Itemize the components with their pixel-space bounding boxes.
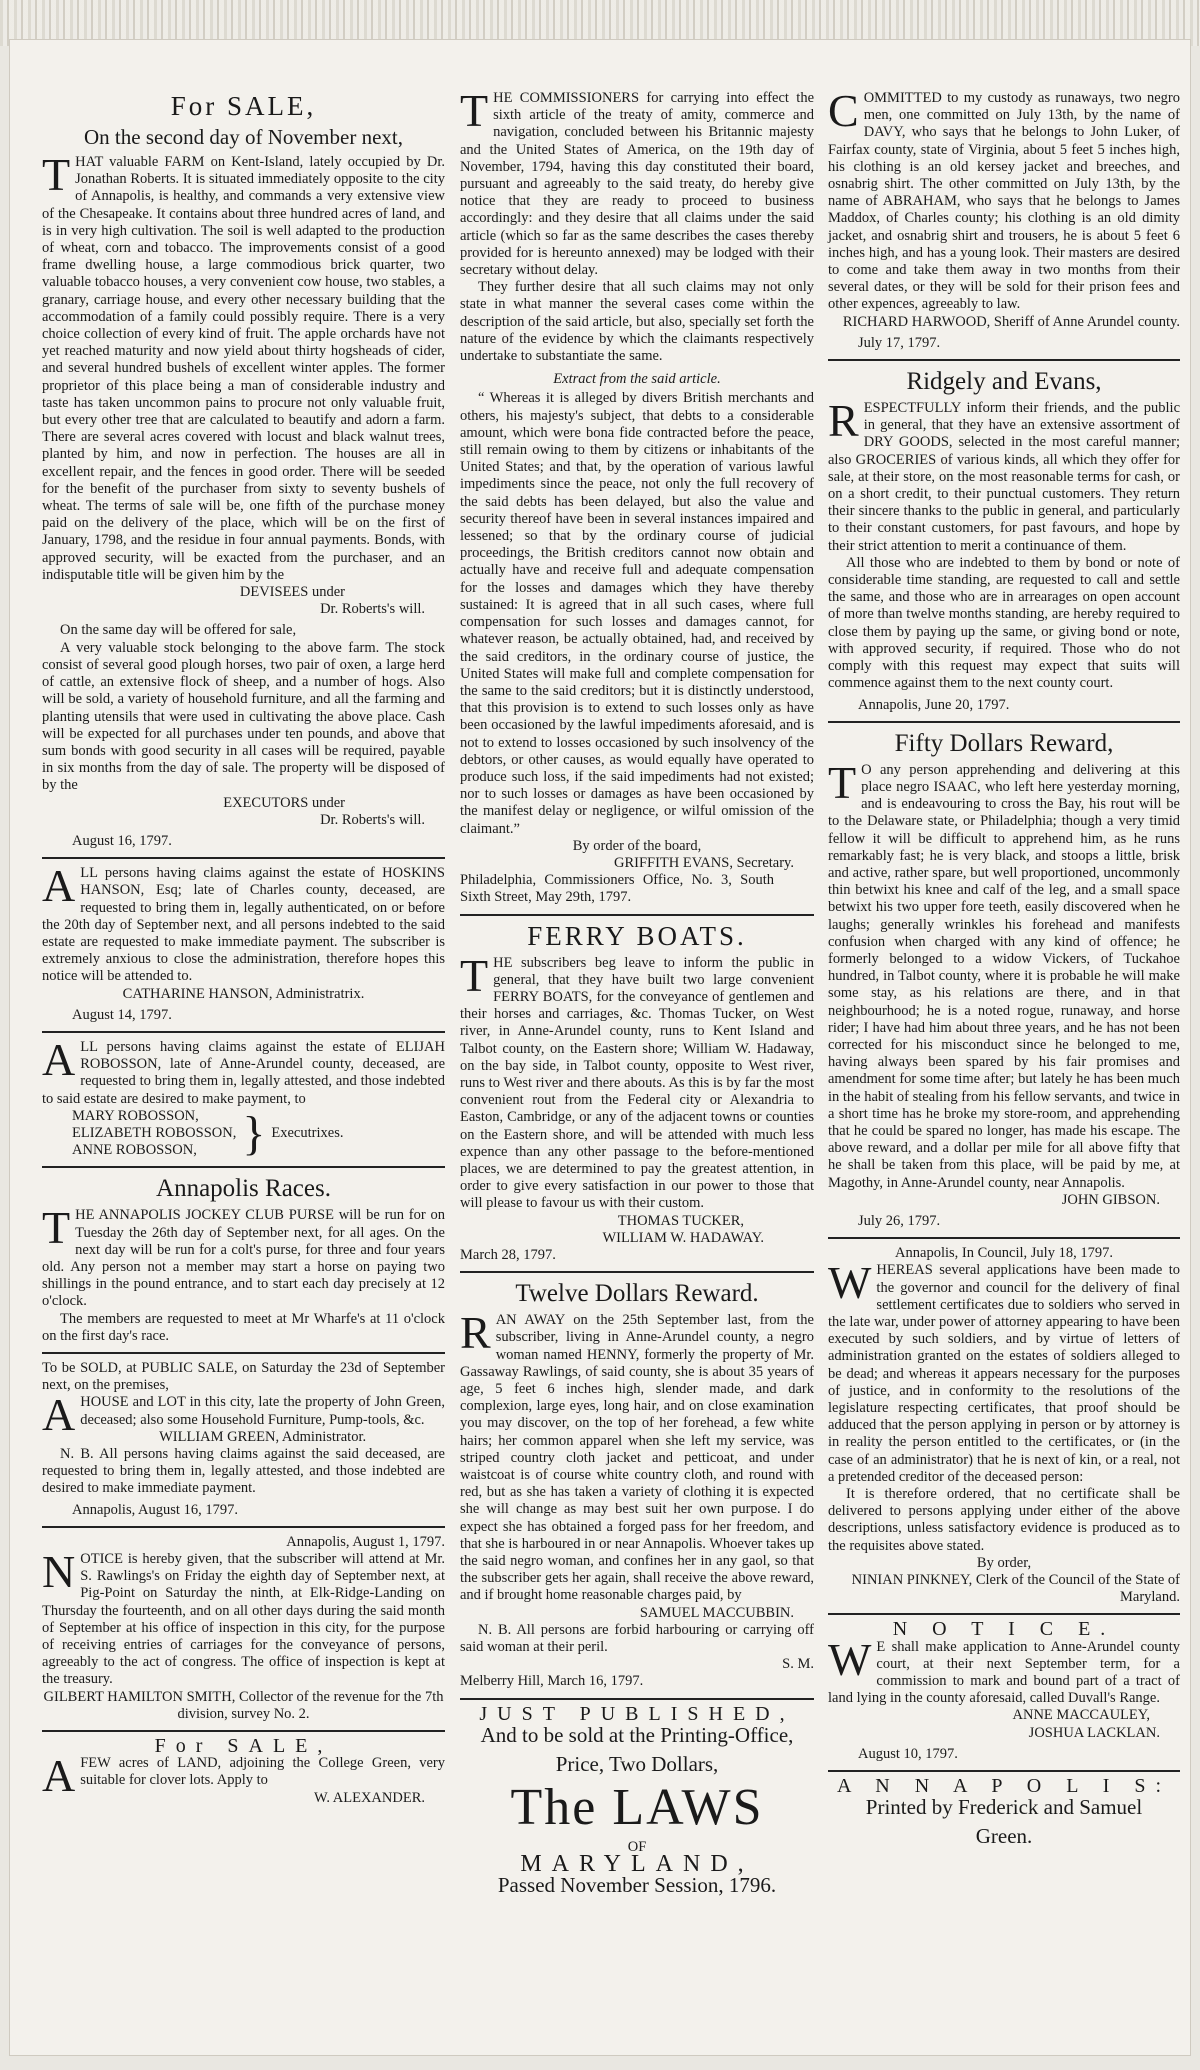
column-right bbox=[828, 85, 1180, 1853]
column-divider bbox=[42, 1166, 445, 1168]
farm-advert-text: THAT valuable FARM on Kent-Island, lately occupied by Dr. Jonathan Roberts. It is situated immediately opposite to the city of Annapolis, is healthy, and commands a very extensive view of the Chesapeake. It contains about three hundred acres of land, and is in very high cultivation. The soil is well adapted to the production of wheat, corn and tobacco. The improvements consist of a good frame dwelling house, a large commodious brick quarter, two valuable tobacco houses, a very convenient cow house, two stables, a granary, carriage house, and every other necessary building that the accommodation of a family could possibly require. There is a very choice collection of every kind of fruit. The apple orchards have not yet reached maturity and now yield about thirty hogsheads of cider, and several hundred bushels of excellent winter apples. The former proprietor of this place being a man of considerable industry and taste has taken uncommon pains to procure not only valuable fruit, but every other tree that are calculated to beautify and adorn a farm. There are several acres covered with locust and black walnut trees, planted by him, and now in perfection. The houses are all in excellent repair, and the fences in good order. There will be seeded for the benefit of the purchaser from sixty to seventy bushels of wheat. The terms of sale will be, one fifth of the purchase money paid on the delivery of the place, which will be on the first of January, 1798, and the residue in four annual payments. Bonds, with approved security, will be exacted from the purchaser, and an indisputable title will be given him by the bbox=[42, 149, 445, 583]
robosson-executrixes bbox=[72, 1108, 445, 1160]
for-sale-heading: For SALE, bbox=[170, 91, 317, 121]
extract-heading: Extract from the said article. bbox=[553, 371, 721, 388]
laws-title: The LAWS bbox=[510, 1778, 764, 1836]
column-divider bbox=[42, 1526, 445, 1528]
twelve-dollars-heading: Twelve Dollars Reward. bbox=[515, 1280, 759, 1308]
farm-signature-line2: Dr. Roberts's will. bbox=[320, 601, 425, 618]
notice-date: August 10, 1797. bbox=[858, 1745, 958, 1762]
column-divider bbox=[828, 1613, 1180, 1615]
committed-date: July 17, 1797. bbox=[858, 334, 941, 351]
races-text: THE ANNAPOLIS JOCKEY CLUB PURSE will be run for on Tuesday the 26th day of September next, for all ages. On the next day will be run for a colt's purse, for three and four years old. Any person not a member may start a horse on paying two shillings in the pound entrance, and to start each day precisely at 12 o'clock. bbox=[42, 1202, 445, 1310]
races-heading: Annapolis Races. bbox=[156, 1175, 331, 1203]
brace-glyph: } bbox=[242, 1106, 266, 1160]
twelve-dollars-signature: SAMUEL MACCUBBIN. bbox=[639, 1604, 794, 1621]
council-order-line: By order, bbox=[976, 1554, 1032, 1571]
imprint-printer: Printed by Frederick and Samuel bbox=[865, 1795, 1143, 1820]
green-sale-text: AHOUSE and LOT in this city, late the property of John Green, deceased; also some Household Furniture, Pump-tools, &c. bbox=[42, 1389, 445, 1441]
extract-text: “ Whereas it is alleged by divers British merchants and others, his majesty's subject, that debts to a considerable amount, which were bona fide contracted before the peace, still remain owing to them by citizens or inhabitants of the United States; and that, by the operation of various lawful impediments since the peace, not only the full recovery of the said debts has been delayed, but also the value and security thereof have been in several instances impaired and lessened; so that by the ordinary course of judicial proceedings, the British creditors cannot now obtain and actually have and receive full and adequate compensation for the losses and damages which they have thereby sustained: It is agreed that in all such cases, where full compensation for such losses and damages cannot, for whatever reason, be actually obtained, had, and received by the said creditors, in the ordinary course of justice, the United States will make full and complete compensation for the same to the said creditors; but it is distinctly understood, that this provision is to extend to such losses only as have been occasioned by the lawful impediments aforesaid, and is not to extend to losses occasioned by such insolvency of the debtors, or other causes, as would equally have operated to produce such loss, if the said impediments had not existed; nor to such losses or damages as have been occasioned by the manifest delay or negligence, or wilful omission of the claimant.” bbox=[460, 390, 814, 837]
green-sale-intro: To be SOLD, at PUBLIC SALE, on Saturday the 23d of September next, on the premises, bbox=[42, 1360, 445, 1394]
column-divider bbox=[42, 1031, 445, 1033]
column-divider bbox=[42, 1730, 445, 1732]
twelve-dollars-date: Melberry Hill, March 16, 1797. bbox=[460, 1673, 644, 1690]
commissioners-text-2: They further desire that all such claims may not only state in what manner the several cases come within the description of the said article, but also, specially set forth the nature of the evidence by which the claimants respectively undertake to substantiate the same. bbox=[460, 279, 814, 365]
green-signature: WILLIAM GREEN, Administrator. bbox=[159, 1428, 367, 1445]
column-divider bbox=[828, 721, 1180, 723]
executrix-name: MARY ROBOSSON, bbox=[72, 1107, 199, 1124]
commissioners-text: THE COMMISSIONERS for carrying into effect the sixth article of the treaty of amity, commerce and navigation, concluded between his Britannic majesty and the United States of America, on the 19th day of November, 1794, having this day constituted their board, pursuant and agreeably to the said treaty, do hereby give notice that they are ready to proceed to business accordingly: and they desire that all claims under the said article (which so far as the same describes the cases thereby provided for is hereunto annexed) may be lodged with their secretary without delay. bbox=[460, 85, 814, 279]
imprint-printer-2: Green. bbox=[975, 1824, 1033, 1849]
bottom-for-sale-heading: For SALE, bbox=[154, 1735, 333, 1758]
ferry-date: March 28, 1797. bbox=[460, 1247, 556, 1263]
column-left bbox=[42, 90, 445, 1807]
session-line: Passed November Session, 1796. bbox=[497, 1873, 777, 1898]
twelve-dollars-text: RAN AWAY on the 25th September last, from the subscriber, living in Anne-Arundel county, a negro woman named HENNY, formerly the property of Mr. Gassaway Rawlings, of said county, she is about 35 years of age, 5 feet 6 inches high, slender made, and dark complexion, large eyes, long hair, and on close examination you may discover, on the top of her forehead, a few white hairs; her common apparel when she left my service, was striped country cloth jacket and petticoat, and under waistcoat is of course white country cloth, and round with red, but as she has taken a variety of clothing it is expected she will change as may best suit her own purpose. I do expect she has obtained a forged pass for her freedom, and that she is harboured in or near Annapolis. Whoever takes up the said negro woman, and confines her in any gaol, so that the subscriber gets her again, shall receive the above reward, and if brought home reasonable charges paid, by bbox=[460, 1307, 814, 1604]
fifty-dollars-heading: Fifty Dollars Reward, bbox=[894, 729, 1114, 757]
stock-intro: On the same day will be offered for sale, bbox=[60, 622, 297, 639]
hanson-date: August 14, 1797. bbox=[72, 1006, 172, 1023]
imprint-city: A N N A P O L I S: bbox=[836, 1775, 1172, 1798]
fifty-dollars-signature: JOHN GIBSON. bbox=[1061, 1191, 1160, 1208]
column-divider bbox=[42, 1352, 445, 1354]
column-divider bbox=[828, 1770, 1180, 1772]
just-published-heading: JUST PUBLISHED, bbox=[479, 1702, 795, 1725]
robosson-notice-text: ALL persons having claims against the estate of ELIJAH ROBOSSON, late of Anne-Arundel county, deceased, are requested to bring them in, legally attested, and those indebted to said estate are desired to make payment, to bbox=[42, 1033, 445, 1107]
farm-signature-line1: DEVISEES under bbox=[239, 584, 345, 601]
column-divider bbox=[460, 914, 814, 916]
inspection-signature: GILBERT HAMILTON SMITH, Collector of the revenue for the 7th division, survey No. 2. bbox=[43, 1688, 444, 1722]
ridgely-text: RESPECTFULLY inform their friends, and the public in general, that they have an extensive assortment of DRY GOODS, selected in the most careful manner; also GROCERIES of various kinds, all which they offer for sale, at their store, on the most reasonable terms for cash, or on a short credit, to their punctual customers. They return their sincere thanks to the public in general, and particularly to their constant customers, for past favours, and hope by their strict attention to merit a continuance of them. bbox=[828, 395, 1180, 554]
hanson-notice-text: ALL persons having claims against the estate of HOSKINS HANSON, Esq; late of Charles county, deceased, are requested to bring them in, legally authenticated, on or before the 20th day of September next, and all persons indebted to the said estate are requested to make immediate payment. The subscriber is extremely anxious to close the administration, therefore hopes this notice will be attended to. bbox=[42, 860, 445, 985]
price-line: Price, Two Dollars, bbox=[555, 1751, 719, 1776]
board-order-line: By order of the board, bbox=[572, 837, 702, 854]
ferry-text: THE subscribers beg leave to inform the public in general, that they have built two large convenient FERRY BOATS, for the conveyance of gentlemen and their horses and carriages, &c. Thomas Tucker, on West river, in Anne-Arundel county, runs to Kent Island and Talbot county, on the Eastern shore; William W. Hadaway, on the bay side, in Talbot county, opposite to West river, runs to West river and there abouts. As this is by far the most convenient rout from the Federal city or Alexandria to Easton, Cambridge, or any of the adjacent towns or counties on the Eastern shore, and will be attended with much less expence than any other passage to the before-mentioned places, we are determined to pay the greatest attention, in order to give every satisfaction in our power to those that will please to favour us with their custom. bbox=[460, 949, 814, 1212]
column-divider bbox=[460, 1698, 814, 1700]
notice-text: WE shall make application to Anne-Arundel county court, at their next September term, for a commission to mark and bound part of a tract of land lying in the county aforesaid, called Duvall's Range. bbox=[828, 1633, 1180, 1707]
column-divider bbox=[828, 1237, 1180, 1239]
column-divider bbox=[42, 857, 445, 859]
hanson-signature: CATHARINE HANSON, Administratrix. bbox=[122, 985, 365, 1002]
green-date: Annapolis, August 16, 1797. bbox=[72, 1501, 238, 1518]
ridgely-date: Annapolis, June 20, 1797. bbox=[858, 696, 1010, 713]
races-text-2: The members are requested to meet at Mr Wharfe's at 11 o'clock on the first day's race. bbox=[42, 1310, 445, 1344]
executrixes-label: Executrixes. bbox=[271, 1124, 344, 1141]
notice-signature-2: JOSHUA LACKLAN. bbox=[1028, 1724, 1160, 1741]
stock-signature-line1: EXECUTORS under bbox=[223, 794, 345, 811]
twelve-dollars-initials: S. M. bbox=[782, 1656, 814, 1673]
for-sale-subheading: On the second day of November next, bbox=[84, 125, 403, 149]
fifty-dollars-text: TO any person apprehending and delivering at this place negro ISAAC, who left here yesterday morning, and is endeavouring to cross the Bay, his rout will be to the Delaware state, or Philadelphia; though a very timid fellow it will be difficult to apprehend him, as he runs remarkably fast; he is very black, and stoops a little, brisk and active, rather spare, but well proportioned, uncommonly thin betwixt his knee and calf of the leg, and a small space betwixt his two upper fore teeth, easily discovered when he laughs; generally wrinkles his forehead and manifests confusion when charged with any kind of offence; he formerly belonged to a widow Vickers, of Tuckahoe hundred, in Talbot county, where it is probable he will make some stay, as his relations are there, and in that neighbourhood; he is a noted rogue, runaway, and horse rider; I have had him about three years, and he has not been corrected for his misconduct since he belonged to me, having always been spared by his fair promises and amendment for some time after; but lately he has been much in the habit of stealing from his fellow servants, and twice in a short time has he broke my store-room, and apprehending that he could be spared no longer, has made his escape. The above reward, and a dollar per mile for all above fifty that he shall be taken from this place, will be paid by me, at Magothy, in Anne-Arundel county, near Annapolis. bbox=[828, 756, 1180, 1191]
column-divider bbox=[460, 1271, 814, 1273]
stock-advert-text: A very valuable stock belonging to the above farm. The stock consist of several good plough horses, two pair of oxen, a large herd of cattle, an extensive flock of sheep, and a number of hogs. Also will be sold, a variety of household furniture, and all the farming and planting utensils that were used in cultivating the above place. Cash will be expected for all purchases under ten pounds, and above that sum bonds with good security in all cases will be required, payable in six months from the day of sale. The property will be disposed of by the bbox=[42, 639, 445, 794]
inspection-date: Annapolis, August 1, 1797. bbox=[286, 1533, 445, 1550]
board-signature: GRIFFITH EVANS, Secretary. bbox=[613, 854, 794, 871]
bottom-sale-signature: W. ALEXANDER. bbox=[313, 1789, 425, 1806]
column-divider bbox=[828, 359, 1180, 361]
laws-of-line: OF bbox=[627, 1838, 647, 1855]
maryland-line: MARYLAND, bbox=[520, 1851, 754, 1878]
executrix-name: ANNE ROBOSSON, bbox=[72, 1142, 197, 1159]
notice-signature-1: ANNE MACCAULEY, bbox=[1012, 1707, 1150, 1724]
board-place-date: Philadelphia, Commissioners Office, No. 3, South Sixth Street, May 29th, 1797. bbox=[460, 872, 774, 906]
ridgely-text-2: All those who are indebted to them by bond or note of considerable time standing, are requested to call and settle the same, and those who are in arrearages on open account of more than twelve months standing, are hereby required to close them by paying up the same, or giving bond or note, with approved security, if required. Those who do not comply with this request may expect that suits will commence against them to the next county court. bbox=[828, 554, 1180, 692]
council-signature: NINIAN PINKNEY, Clerk of the Council of the State of Maryland. bbox=[851, 1572, 1180, 1606]
executrix-name: ELIZABETH ROBOSSON, bbox=[72, 1124, 237, 1141]
council-text-2: It is therefore ordered, that no certificate shall be delivered to persons applying under either of the above descriptions, unless satisfactory evidence is produced as to the requisites above stated. bbox=[828, 1486, 1180, 1554]
committed-signature: RICHARD HARWOOD, Sheriff of Anne Arundel county. bbox=[842, 313, 1180, 330]
committed-notice-text: COMMITTED to my custody as runaways, two negro men, one committed on July 13th, by the name of DAVY, who says that he belongs to John Luker, of Fairfax county, state of Virginia, about 5 feet 5 inches high, his clothing is an old kersey jacket and breeches, and osnabrig shirt. The other committed on July 13th, by the name of ABRAHAM, who says that he belongs to James Maddox, of Charles county; his clothing is an old dimity jacket, and osnabrig shirt and trousers, he is about 5 feet 6 inches high, and has a young look. Their masters are desired to come and take them away in two months from their several dates, or they will be sold for their prison fees and other expences, agreeably to law. bbox=[828, 85, 1180, 313]
stock-signature-line2: Dr. Roberts's will. bbox=[320, 811, 425, 828]
twelve-dollars-nb: N. B. All persons are forbid harbouring or carrying off said woman at their peril. bbox=[460, 1621, 814, 1656]
green-nb-text: N. B. All persons having claims against the said deceased, are requested to bring them in, legally attested, and those indebted are desired to make immediate payment. bbox=[42, 1446, 445, 1497]
column-middle bbox=[460, 85, 814, 1902]
ferry-signature-1: THOMAS TUCKER, bbox=[617, 1212, 744, 1229]
bottom-sale-text: AFEW acres of LAND, adjoining the College Green, very suitable for clover lots. Apply to bbox=[42, 1750, 445, 1802]
printing-office-line: And to be sold at the Printing-Office, bbox=[480, 1722, 794, 1747]
fifty-dollars-date: July 26, 1797. bbox=[858, 1212, 941, 1229]
notice-heading: N O T I C E. bbox=[892, 1618, 1116, 1641]
council-date: Annapolis, In Council, July 18, 1797. bbox=[895, 1245, 1113, 1262]
ridgely-heading: Ridgely and Evans, bbox=[906, 368, 1102, 396]
inspection-notice-text: NOTICE is hereby given, that the subscriber will attend at Mr. S. Rawlings's on Friday the eighth day of September next, at Pig-Point on Saturday the ninth, at Elk-Ridge-Landing on Thursday the fourteenth, and on all other days during the said month of September at his office of inspection in this city, for the purpose of receiving entries of carriages for the conveyance of persons, agreeably to the act of congress. The office of inspection is kept at the treasury. bbox=[42, 1546, 445, 1688]
stock-date: August 16, 1797. bbox=[72, 832, 172, 849]
ferry-heading: FERRY BOATS. bbox=[527, 920, 747, 951]
ferry-signature-2: WILLIAM W. HADAWAY. bbox=[602, 1229, 764, 1246]
council-text: WHEREAS several applications have been made to the governor and council for the delivery of final settlement certificates due to soldiers who served in the late war, under power of attorney appearing to have been executed by such soldiers, and by virtue of letters of administration granted on the estates of soldiers alleged to be dead; and whereas it appears necessary for the purposes of justice, and in conformity to the resolutions of the legislature respecting certificates, that proof should be adduced that the person applying in person or by attorney is in reality the person entitled to the certificates, or (in the case of an administrator) that he is next of kin, or a real, not a pretended creditor of the deceased person: bbox=[828, 1257, 1180, 1485]
